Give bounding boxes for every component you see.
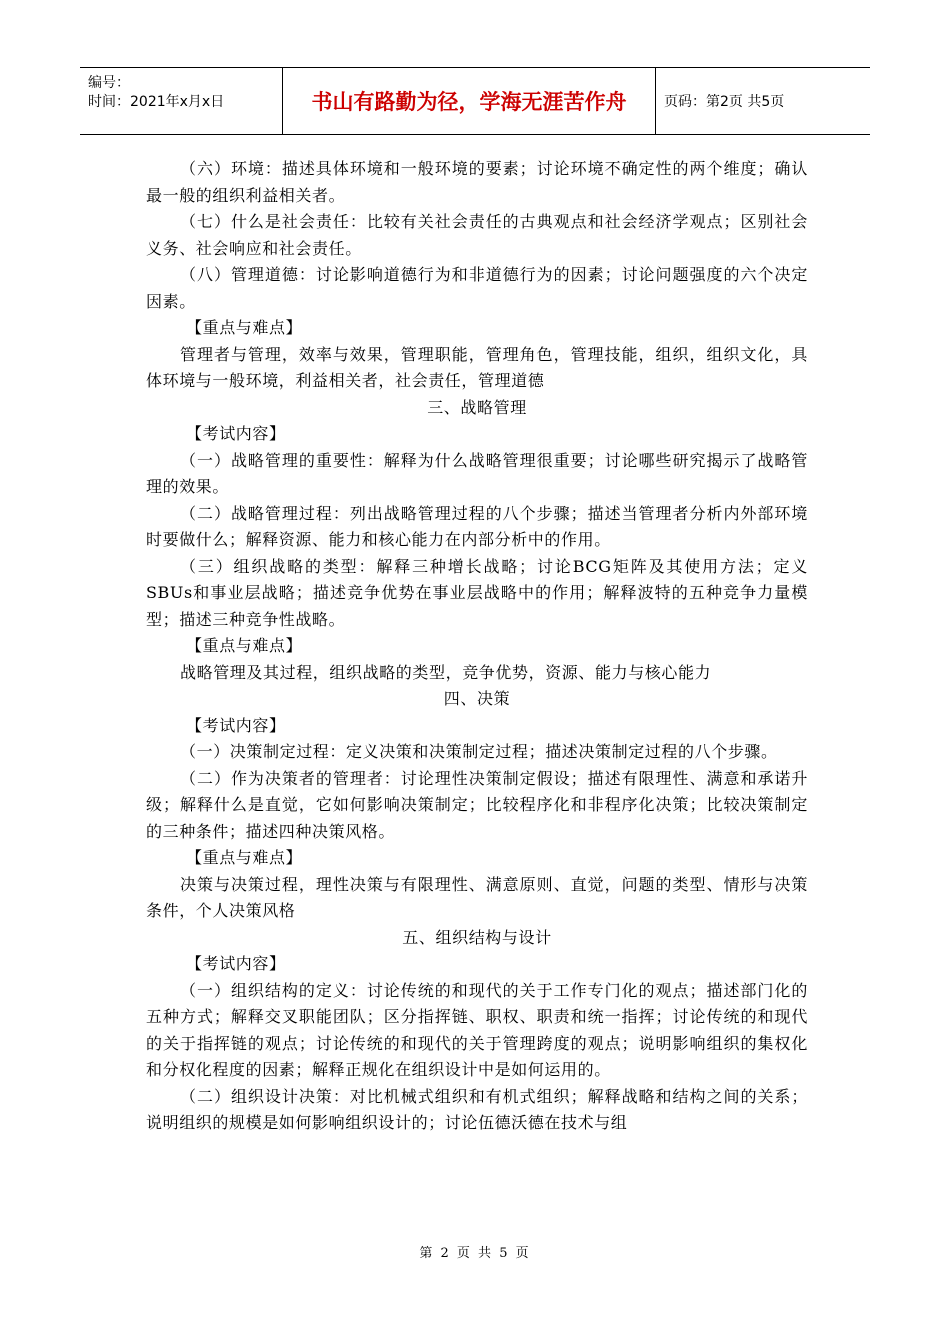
page-header [80,67,870,135]
header-page-label: 页码：第2页 共5页 [664,94,785,110]
body-paragraph: 决策与决策过程，理性决策与有限理性、满意原则、直觉，问题的类型、情形与决策条件，个人决策风格 [146,874,808,920]
section-heading: 四、决策 [443,689,511,708]
body-paragraph: （七）什么是社会责任：比较有关社会责任的古典观点和社会经济学观点；区别社会义务、社会响应和社会责任。 [146,212,808,258]
body-paragraph: 管理者与管理，效率与效果，管理职能，管理角色，管理技能，组织，组织文化，具体环境与一般环境，利益相关者，社会责任，管理道德 [146,344,808,390]
body-paragraph: （二）组织设计决策：对比机械式组织和有机式组织；解释战略和结构之间的关系；说明组织的规模是如何影响组织设计的；讨论伍德沃德在技术与组 [146,1086,808,1132]
body-paragraph: （八）管理道德：讨论影响道德行为和非道德行为的因素；讨论问题强度的六个决定因素。 [146,265,808,311]
body-paragraph: （一）组织结构的定义：讨论传统的和现代的关于工作专门化的观点；描述部门化的五种方式；解释交叉职能团队；区分指挥链、职权、职责和统一指挥；讨论传统的和现代的关于指挥链的观点；讨论传统的和现代的关于管理跨度的观点；说明影响组织的集权化和分权化程度的因素；解释正规化在组织设计中是如何运用的。 [146,980,808,1079]
page-footer: 第 2 页 共 5 页 [419,1246,531,1261]
subsection-label: 【重点与难点】 [186,636,303,655]
header-motto: 书山有路勤为径，学海无涯苦作舟 [283,68,656,134]
header-left-cell [80,68,283,134]
body-paragraph: （二）作为决策者的管理者：讨论理性决策制定假设；描述有限理性、满意和承诺升级；解释什么是直觉，它如何影响决策制定；比较程序化和非程序化决策；比较决策制定的三种条件；描述四种决策风格。 [146,768,808,841]
body-paragraph: （一）战略管理的重要性：解释为什么战略管理很重要；讨论哪些研究揭示了战略管理的效果。 [146,450,808,496]
body-paragraph: （二）战略管理过程：列出战略管理过程的八个步骤；描述当管理者分析内外部环境时要做什么；解释资源、能力和核心能力在内部分析中的作用。 [146,503,808,549]
date-label: 时间：2021年x月x日 [88,94,225,110]
subsection-label: 【重点与难点】 [186,848,303,867]
subsection-label: 【重点与难点】 [186,318,303,337]
number-label: 编号： [88,75,130,91]
document-body [146,156,808,1137]
subsection-label: 【考试内容】 [186,715,286,735]
subsection-label: 【考试内容】 [186,424,286,443]
section-heading: 三、战略管理 [427,397,527,417]
body-paragraph: （六）环境：描述具体环境和一般环境的要素；讨论环境不确定性的两个维度；确认最一般的组织利益相关者。 [146,159,808,205]
subsection-label: 【考试内容】 [186,954,286,973]
section-heading: 五、组织结构与设计 [402,927,552,947]
body-paragraph: （一）决策制定过程：定义决策和决策制定过程；描述决策制定过程的八个步骤。 [180,742,778,761]
body-paragraph: （三）组织战略的类型：解释三种增长战略；讨论BCG矩阵及其使用方法；定义SBUs和事业层战略；描述竞争优势在事业层战略中的作用；解释波特的五种竞争力量模型；描述三种竞争性战略。 [146,556,808,629]
body-paragraph: 战略管理及其过程，组织战略的类型，竞争优势，资源、能力与核心能力 [180,662,712,682]
